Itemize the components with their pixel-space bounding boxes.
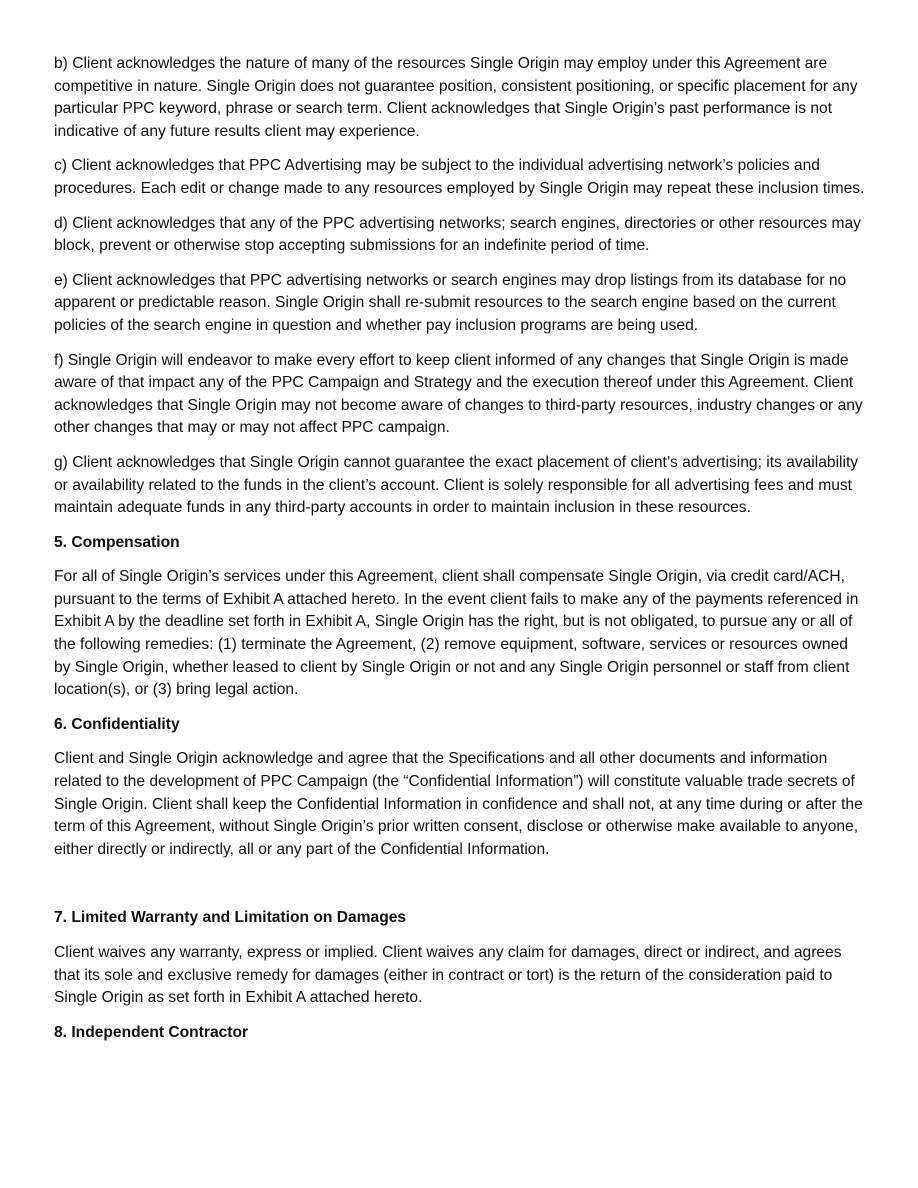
paragraph-limited-warranty: Client waives any warranty, express or implied. Client waives any claim for damages, direct or indirect, and agrees that its sole and exclusive remedy for damages (either in contract or tort) is the return of the consideration paid to Single Origin as set forth in Exhibit A attached hereto. bbox=[54, 944, 842, 1007]
paragraph-c: c) Client acknowledges that PPC Advertising may be subject to the individual advertising network’s policies and procedures. Each edit or change made to any resources employed by Single Origin may repeat these inclusion times. bbox=[54, 157, 865, 197]
paragraph-confidentiality: Client and Single Origin acknowledge and agree that the Specifications and all other documents and information related to the development of PPC Campaign (the “Confidential Information”) will constitute valuable trade secrets of Single Origin. Client shall keep the Confidential Information in confidence and shall not, at any time during or after the term of this Agreement, without Single Origin’s prior written consent, disclose or otherwise make available to anyone, either directly or indirectly, all or any part of the Confidential Information. bbox=[54, 750, 863, 858]
paragraph-compensation: For all of Single Origin’s services under this Agreement, client shall compensate Single Origin, via credit card/ACH, pursuant to the terms of Exhibit A attached hereto. In the event client fails to make any of the payments referenced in Exhibit A by the deadline set forth in Exhibit A, Single Origin has the right, but is not obligated, to pursue any or all of the following remedies: (1) terminate the Agreement, (2) remove equipment, software, services or resources owned by Single Origin, whether leased to client by Single Origin or not and any Single Origin personnel or staff from client location(s), or (3) bring legal action. bbox=[54, 568, 859, 699]
paragraph-d: d) Client acknowledges that any of the PPC advertising networks; search engines, directories or other resources may block, prevent or otherwise stop accepting submissions for an indefinite period of time. bbox=[54, 214, 861, 255]
document-page bbox=[54, 53, 866, 1056]
section-heading-limited-warranty: 7. Limited Warranty and Limitation on Damages bbox=[54, 909, 407, 927]
paragraph-g: g) Client acknowledges that Single Origin cannot guarantee the exact placement of client’s advertising; its availability or availability related to the funds in the client’s account. Client is solely responsible for all advertising fees and must maintain adequate funds in any third-party accounts in order to maintain inclusion in these resources. bbox=[54, 453, 859, 517]
blank-spacer bbox=[54, 873, 866, 907]
section-heading-independent-contractor: 8. Independent Contractor bbox=[54, 1023, 249, 1041]
section-heading-compensation: 5. Compensation bbox=[54, 533, 180, 551]
paragraph-f: f) Single Origin will endeavor to make every effort to keep client informed of any changes that Single Origin is made aware of that impact any of the PPC Campaign and Strategy and the execution thereof under this Agreement. Client acknowledges that Single Origin may not become aware of changes to third-party resources, industry changes or any other changes that may or may not affect PPC campaign. bbox=[54, 351, 863, 437]
paragraph-e: e) Client acknowledges that PPC advertising networks or search engines may drop listings from its database for no apparent or predictable reason. Single Origin shall re-submit resources to the search engine based on the current policies of the search engine in question and whether pay inclusion programs are being used. bbox=[54, 271, 847, 334]
paragraph-b: b) Client acknowledges the nature of many of the resources Single Origin may employ under this Agreement are competitive in nature. Single Origin does not guarantee position, consistent positioning, or specific placement for any particular PPC keyword, phrase or search term. Client acknowledges that Single Origin’s past performance is not indicative of any future results client may experience. bbox=[54, 55, 858, 140]
section-heading-confidentiality: 6. Confidentiality bbox=[54, 715, 180, 733]
